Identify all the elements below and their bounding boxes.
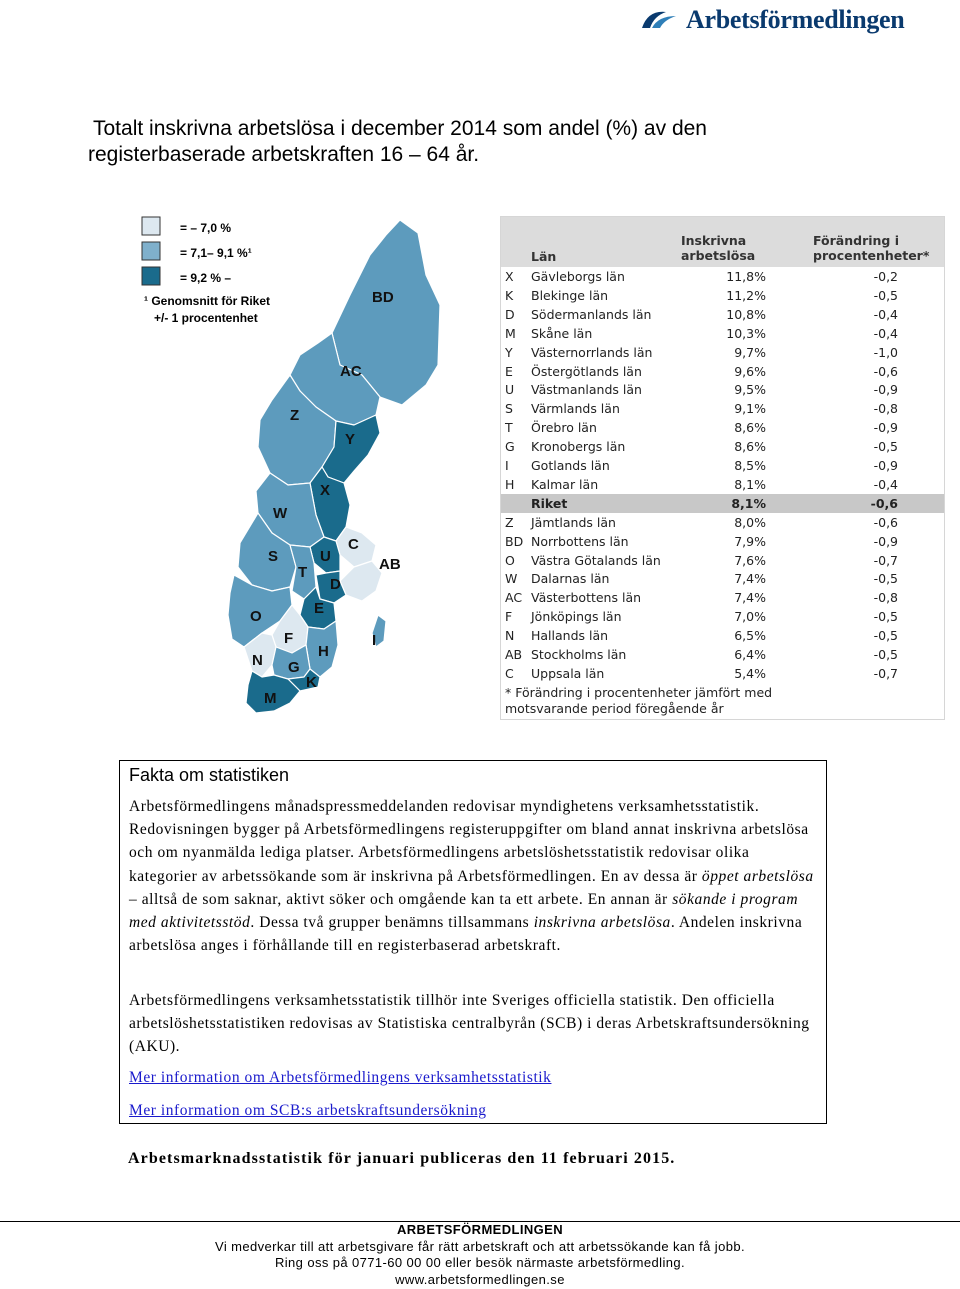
facts-heading: Fakta om statistiken: [129, 765, 290, 785]
region-label-m: M: [264, 690, 277, 707]
header-inskrivna: Inskrivna arbetslösa: [681, 233, 756, 263]
cell-pct: 11,8%: [726, 269, 766, 284]
region-label-g: G: [288, 659, 300, 676]
table-footnote-line-1: * Förändring i procentenheter jämfört med: [505, 685, 773, 700]
cell-code: S: [505, 401, 513, 417]
cell-code: C: [505, 665, 514, 681]
link-verksamhetsstatistik[interactable]: Mer information om Arbetsförmedlingens verksamhetsstatistik: [129, 1069, 552, 1086]
title-line-1: Totalt inskrivna arbetslösa i december 2014 som andel (%) av den: [93, 117, 707, 140]
cell-chg: -0,4: [873, 306, 898, 322]
facts-p1-part-c: . Dessa två grupper benämns tillsammans: [250, 914, 534, 932]
cell-chg: -0,6: [870, 495, 898, 511]
footer-line-2: Ring oss på 0771-60 00 00 eller besök närmaste arbetsförmedling.: [274, 1255, 686, 1270]
cell-chg: -0,8: [873, 401, 898, 417]
cell-code: E: [505, 363, 513, 379]
table-row: [501, 437, 944, 456]
cell-chg: -0,2: [873, 269, 898, 284]
table-row: [501, 588, 944, 607]
cell-name: Västerbottens län: [531, 590, 642, 606]
cell-name: Västernorrlands län: [531, 344, 653, 360]
region-label-w: W: [273, 505, 288, 522]
link-scb-aku[interactable]: Mer information om SCB:s arbetskraftsundersökning: [129, 1102, 487, 1119]
cell-chg: -0,7: [873, 552, 898, 568]
cell-code: BD: [505, 533, 524, 549]
cell-pct: 7,4%: [734, 571, 766, 587]
cell-chg: -0,9: [873, 533, 898, 549]
cell-code: F: [505, 609, 513, 625]
facts-term-oppet: öppet arbetslösa: [701, 867, 814, 885]
table-row: [501, 343, 944, 362]
cell-code: AC: [505, 590, 523, 606]
cell-pct: 10,3%: [726, 325, 766, 341]
cell-name: Stockholms län: [531, 647, 627, 662]
cell-chg: -0,5: [873, 571, 898, 587]
cell-chg: -0,9: [873, 382, 898, 398]
cell-pct: 6,5%: [734, 628, 766, 644]
facts-box: [119, 760, 827, 1124]
region-label-i: I: [372, 632, 377, 649]
header-forandring: Förändring i procentenheter*: [813, 233, 930, 263]
region-label-o: O: [250, 608, 262, 625]
cell-name: Jämtlands län: [531, 514, 616, 530]
region-label-n: N: [252, 652, 263, 669]
region-label-u: U: [320, 548, 331, 565]
facts-paragraph-2: Arbetsförmedlingens verksamhetsstatistik tillhör inte Sveriges officiella statistik. Den officiella arbetslöshetsstatistiken redovisas av Statistiska centralbyrån (SCB) i deras Arbetskraftsundersökning (AKU).: [129, 992, 810, 1056]
table-row: [501, 399, 944, 418]
footer: [0, 1222, 960, 1288]
cell-pct: 5,4%: [734, 665, 766, 681]
table-row: [501, 513, 944, 532]
cell-code: AB: [505, 647, 523, 662]
cell-pct: 9,6%: [734, 363, 766, 379]
region-label-f: F: [284, 630, 294, 647]
cell-pct: 8,1%: [734, 476, 766, 492]
cell-code: N: [505, 628, 515, 644]
cell-pct: 8,5%: [734, 458, 766, 473]
legend-swatch-high: [142, 267, 160, 285]
table-row: [501, 362, 944, 381]
cell-name: Riket: [531, 495, 568, 511]
cell-pct: 7,4%: [734, 590, 766, 606]
cell-code: W: [505, 571, 518, 587]
facts-p1-part-b: – alltså de som saknar, aktivt söker och omgående kan ta ett arbete. En annan är: [129, 890, 673, 908]
cell-pct: 6,4%: [734, 647, 766, 662]
cell-code: U: [505, 382, 515, 398]
cell-chg: -0,5: [873, 609, 898, 625]
table-row: [501, 305, 944, 324]
legend-label-high: = 9,2 % –: [180, 271, 232, 285]
cell-pct: 8,6%: [734, 439, 766, 455]
footer-line-1: Vi medverkar till att arbetsgivare får rätt arbetskraft och att arbetssökande kan få jobb.: [214, 1238, 745, 1254]
page-title: [88, 116, 848, 168]
cell-code: D: [505, 306, 515, 322]
table-row: [501, 380, 944, 399]
table-row: [501, 456, 944, 475]
cell-chg: -0,4: [873, 476, 898, 492]
table-row: [501, 532, 944, 551]
table-row: [501, 418, 944, 437]
cell-pct: 11,2%: [726, 287, 766, 303]
logo-icon: [640, 8, 680, 32]
table-footnote: [505, 685, 772, 717]
cell-name: Örebro län: [531, 420, 597, 436]
cell-name: Dalarnas län: [531, 571, 610, 587]
cell-pct: 9,1%: [734, 401, 766, 417]
cell-pct: 8,0%: [734, 514, 766, 530]
table-row: [501, 475, 944, 494]
cell-pct: 9,7%: [734, 344, 766, 360]
cell-name: Blekinge län: [531, 287, 609, 303]
cell-chg: -0,6: [873, 514, 898, 530]
cell-name: Kalmar län: [531, 476, 599, 492]
cell-code: Y: [505, 344, 513, 360]
cell-pct: 7,9%: [734, 533, 766, 549]
cell-name: Skåne län: [531, 325, 593, 341]
cell-code: T: [505, 420, 513, 436]
cell-chg: -0,5: [873, 439, 898, 455]
cell-chg: -0,9: [873, 458, 898, 473]
cell-chg: -0,6: [873, 363, 898, 379]
cell-name: Kronobergs län: [531, 439, 626, 455]
cell-code: G: [505, 439, 515, 455]
cell-pct: 7,6%: [734, 552, 766, 568]
cell-chg: -1,0: [873, 344, 898, 360]
cell-pct: 7,0%: [734, 609, 766, 625]
unemployment-table: [500, 216, 945, 720]
table-row: [501, 664, 944, 683]
facts-term-program: sökande i program med aktivitetsstöd: [129, 890, 799, 932]
table-footnote-line-2: motsvarande period föregående år: [505, 701, 724, 716]
footer-url: www.arbetsformedlingen.se: [395, 1271, 565, 1287]
legend-swatch-low: [142, 217, 160, 235]
cell-code: H: [505, 476, 515, 492]
title-line-2: registerbaserade arbetskraften 16 – 64 år.: [88, 143, 480, 166]
region-label-ac: AC: [340, 363, 362, 380]
table-row: [501, 645, 944, 664]
region-label-y: Y: [345, 431, 356, 448]
cell-name: Värmlands län: [531, 401, 620, 417]
legend-swatch-mid: [142, 242, 160, 260]
table-row: [501, 551, 944, 570]
cell-code: M: [505, 325, 516, 341]
facts-p1-part-d: . Andelen inskrivna arbetslösa anges i förhållande till en registerbaserad arbetskraft.: [129, 914, 803, 955]
sweden-map: [140, 215, 440, 720]
cell-chg: -0,9: [873, 420, 898, 436]
region-label-z: Z: [290, 407, 300, 424]
cell-code: X: [505, 269, 514, 284]
cell-code: K: [505, 287, 514, 303]
cell-name: Västmanlands län: [531, 382, 642, 398]
cell-pct: 8,1%: [731, 495, 766, 511]
publish-note: Arbetsmarknadsstatistik för januari publiceras den 11 februari 2015.: [128, 1150, 676, 1167]
header-lan: Län: [531, 249, 557, 264]
region-label-bd: BD: [372, 289, 394, 306]
table-row: [501, 267, 944, 286]
facts-term-inskrivna: inskrivna arbetslösa: [533, 914, 671, 932]
arbetsformedlingen-logo: [640, 2, 904, 38]
region-label-c: C: [348, 536, 359, 553]
facts-paragraph-1: [129, 795, 819, 957]
legend-label-low: = – 7,0 %: [180, 221, 232, 235]
cell-name: Gotlands län: [531, 458, 610, 473]
cell-name: Uppsala län: [531, 665, 605, 681]
region-label-d: D: [330, 576, 341, 593]
table-header: [501, 217, 944, 267]
cell-name: Södermanlands län: [531, 306, 652, 322]
cell-name: Gävleborgs län: [531, 269, 625, 284]
table-row: [501, 569, 944, 588]
table-row: [501, 286, 944, 305]
footer-org: ARBETSFÖRMEDLINGEN: [396, 1222, 564, 1237]
cell-pct: 8,6%: [734, 420, 766, 436]
cell-chg: -0,5: [873, 287, 898, 303]
cell-name: Jönköpings län: [531, 609, 622, 625]
region-label-s: S: [268, 548, 279, 565]
table-row: [501, 607, 944, 626]
region-label-e: E: [314, 600, 325, 617]
cell-pct: 9,5%: [734, 382, 766, 398]
cell-name: Norrbottens län: [531, 533, 629, 549]
cell-code: I: [505, 458, 509, 473]
cell-chg: -0,7: [873, 665, 898, 681]
logo-text: Arbetsförmedlingen: [686, 5, 905, 34]
region-label-k: K: [306, 674, 317, 691]
legend-label-mid: = 7,1– 9,1 %¹: [180, 246, 252, 260]
region-label-h: H: [318, 643, 329, 660]
legend-footnote-1: ¹ Genomsnitt för Riket: [144, 294, 271, 308]
table-row-riket: [501, 494, 944, 513]
cell-chg: -0,8: [873, 590, 898, 606]
cell-name: Hallands län: [531, 628, 609, 644]
cell-name: Västra Götalands län: [531, 552, 661, 568]
cell-name: Östergötlands län: [531, 363, 642, 379]
cell-code: O: [505, 552, 515, 568]
table-row: [501, 626, 944, 645]
region-label-x: X: [320, 482, 331, 499]
cell-chg: -0,4: [873, 325, 898, 341]
region-label-ab: AB: [379, 556, 401, 573]
cell-pct: 10,8%: [726, 306, 766, 322]
cell-code: Z: [505, 514, 514, 530]
legend-footnote-2: +/- 1 procentenhet: [154, 311, 258, 325]
region-label-t: T: [298, 564, 308, 581]
table-row: [501, 324, 944, 343]
cell-chg: -0,5: [873, 628, 898, 644]
facts-p1-part-a: Arbetsförmedlingens månadspressmeddelanden redovisar myndighetens verksamhetsstatistik. Redovisningen bygger på Arbetsförmedlingens registeruppgifter om bland annat inskrivna arbetslösa och om nyanmälda lediga platser. Arbetsförmedlingens arbetslöshetsstatistik redovisar olika kategorier av arbetssökande som är inskrivna på Arbetsförmedlingen. En av dessa är: [129, 798, 809, 885]
cell-chg: -0,5: [873, 647, 898, 662]
